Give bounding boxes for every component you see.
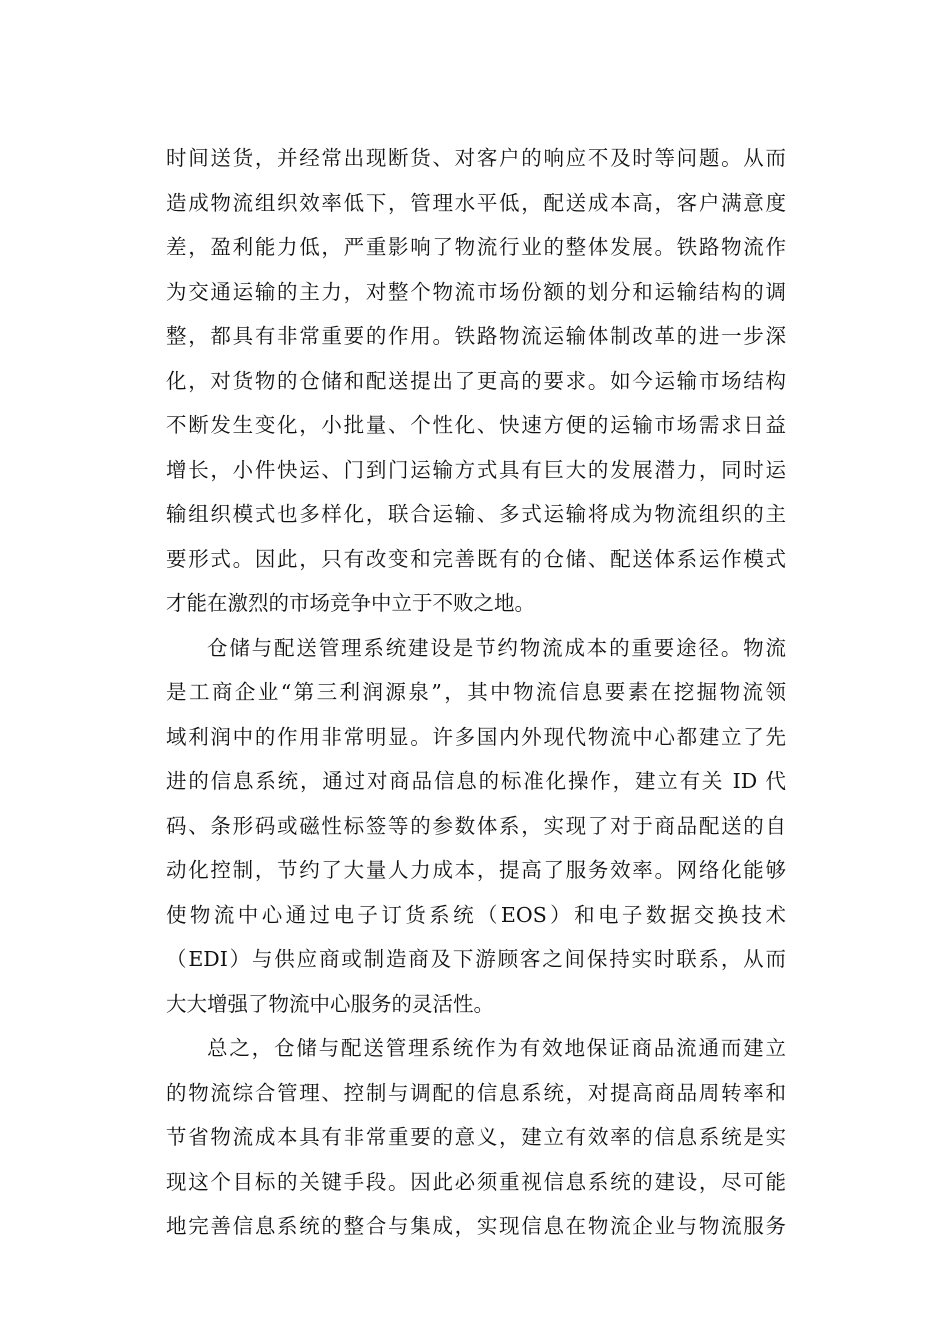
text-line: 大大增强了物流中心服务的灵活性。 (166, 991, 494, 1016)
text-line: 化，对货物的仓储和配送提出了更高的要求。如今运输市场结构 (166, 368, 786, 393)
text-line: 地完善信息系统的整合与集成，实现信息在物流企业与物流服务 (166, 1214, 786, 1238)
text-line: 现这个目标的关键手段。因此必须重视信息系统的建设，尽可能 (166, 1169, 786, 1194)
text-line: 节省物流成本具有非常重要的意义，建立有效率的信息系统是实 (166, 1125, 786, 1149)
body-text (166, 136, 786, 1249)
paragraph-3 (166, 1026, 786, 1249)
text-line: 的物流综合管理、控制与调配的信息系统，对提高商品周转率和 (166, 1080, 786, 1105)
text-line: 进的信息系统，通过对商品信息的标准化操作，建立有关 ID 代 (166, 769, 786, 793)
text-line: 不断发生变化，小批量、个性化、快速方便的运输市场需求日益 (166, 413, 786, 437)
paragraph-1 (166, 136, 786, 626)
text-line: 动化控制，节约了大量人力成本，提高了服务效率。网络化能够 (166, 858, 786, 882)
text-line: 为交通运输的主力，对整个物流市场份额的划分和运输结构的调 (166, 279, 786, 304)
text-line: 域利润中的作用非常明显。许多国内外现代物流中心都建立了先 (166, 724, 786, 749)
text-line: 码、条形码或磁性标签等的参数体系，实现了对于商品配送的自 (166, 813, 786, 838)
text-line: 增长，小件快运、门到门运输方式具有巨大的发展潜力，同时运 (166, 457, 786, 482)
text-line: 才能在激烈的市场竞争中立于不败之地。 (166, 591, 535, 615)
text-line: 差，盈利能力低，严重影响了物流行业的整体发展。铁路物流作 (166, 235, 786, 259)
text-line: 时间送货，并经常出现断货、对客户的响应不及时等问题。从而 (166, 146, 786, 170)
text-line: 使物流中心通过电子订货系统（EOS）和电子数据交换技术 (166, 902, 786, 927)
text-line: 要形式。因此，只有改变和完善既有的仓储、配送体系运作模式 (166, 546, 786, 571)
text-line: 输组织模式也多样化，联合运输、多式运输将成为物流组织的主 (166, 502, 786, 526)
paragraph-2 (166, 626, 786, 1027)
text-line: 造成物流组织效率低下，管理水平低，配送成本高，客户满意度 (166, 190, 786, 215)
text-line: 总之，仓储与配送管理系统作为有效地保证商品流通而建立 (207, 1036, 786, 1060)
text-line: 仓储与配送管理系统建设是节约物流成本的重要途径。物流 (207, 635, 786, 660)
text-line: 是工商企业“第三利润源泉”，其中物流信息要素在挖掘物流领 (166, 680, 786, 704)
text-line: 整，都具有非常重要的作用。铁路物流运输体制改革的进一步深 (166, 324, 786, 348)
text-line: （EDI）与供应商或制造商及下游顾客之间保持实时联系，从而 (166, 947, 786, 971)
